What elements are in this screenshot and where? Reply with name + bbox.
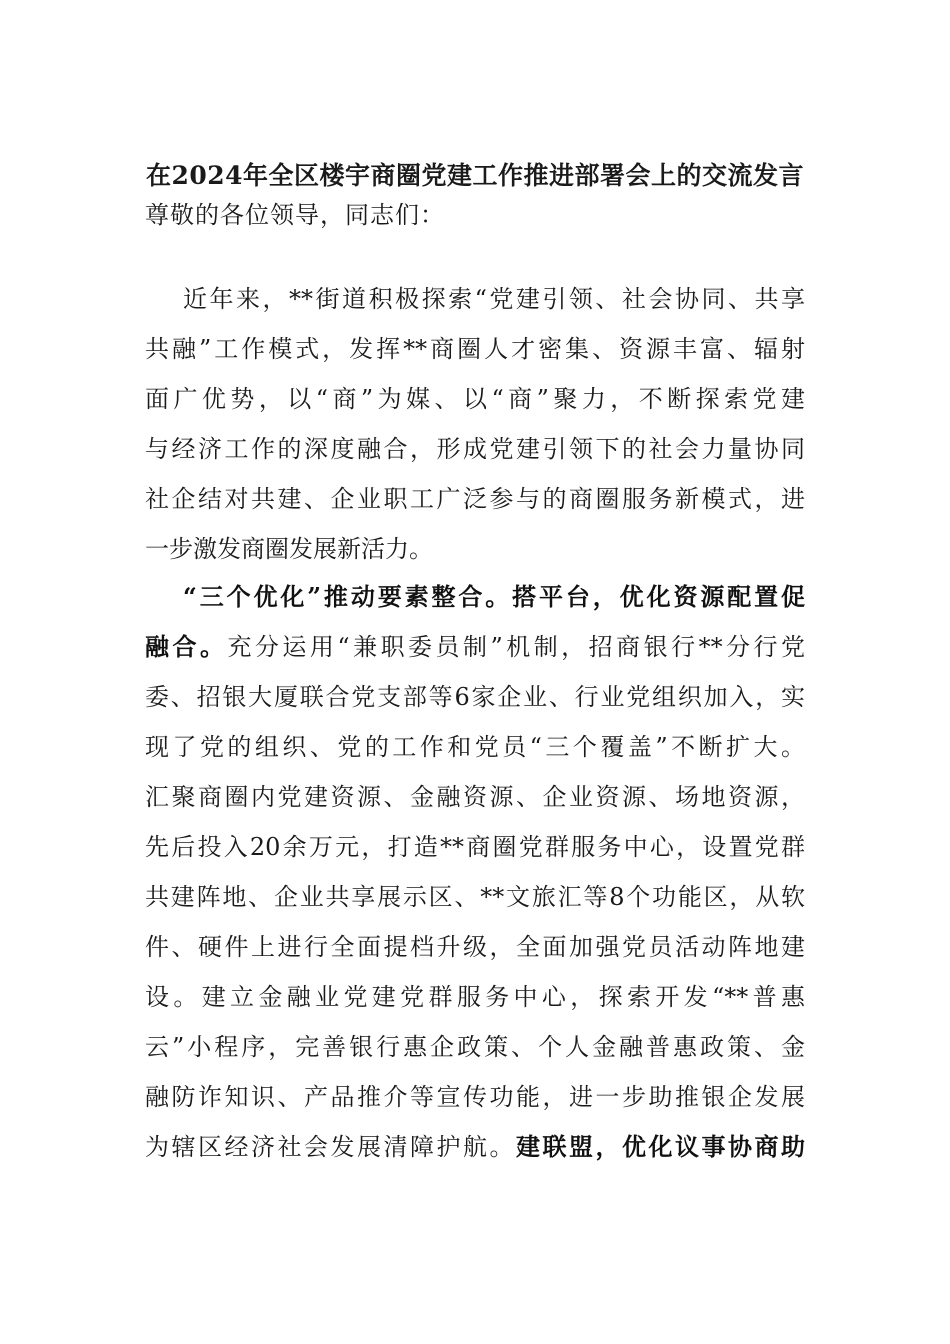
paragraph-line: 设。建立金融业党建党群服务中心，探索开发“**普惠 (145, 983, 805, 1011)
paragraph-line: 委、招银大厦联合党支部等6家企业、行业党组织加入，实 (145, 683, 805, 711)
bold-heading-fragment: 建联盟，优化议事协商助 (516, 1132, 805, 1161)
paragraph-line: 件、硬件上进行全面提档升级，全面加强党员活动阵地建 (145, 933, 805, 961)
bold-heading-line: “三个优化”推动要素整合。搭平台，优化资源配置促 (183, 582, 805, 611)
paragraph-line: 与经济工作的深度融合，形成党建引领下的社会力量协同 (145, 435, 805, 463)
salutation: 尊敬的各位领导，同志们： (145, 201, 445, 229)
document-title: 在2024年全区楼宇商圈党建工作推进部署会上的交流发言 (145, 161, 805, 190)
paragraph-intro (145, 274, 805, 574)
paragraph-line (145, 1122, 805, 1172)
paragraph-line: 一步激发商圈发展新活力。 (145, 535, 433, 563)
paragraph-line (145, 622, 805, 672)
paragraph-text-fragment: 充分运用“兼职委员制”机制，招商银行**分行党 (227, 633, 805, 661)
paragraph-line: 社企结对共建、企业职工广泛参与的商圈服务新模式，进 (145, 485, 805, 513)
paragraph-line: 近年来，**街道积极探索“党建引领、社会协同、共享 (183, 285, 805, 313)
bold-heading-fragment: 融合。 (145, 632, 228, 661)
paragraph-line: 云”小程序，完善银行惠企政策、个人金融普惠政策、金 (145, 1033, 805, 1061)
paragraph-line: 先后投入20余万元，打造**商圈党群服务中心，设置党群 (145, 833, 805, 861)
paragraph-line: 面广优势，以“商”为媒、以“商”聚力，不断探索党建 (145, 385, 805, 413)
paragraph-three-optimizations (145, 572, 805, 1172)
paragraph-text-fragment: 为辖区经济社会发展清障护航。 (145, 1133, 516, 1161)
paragraph-line: 共融”工作模式，发挥**商圈人才密集、资源丰富、辐射 (145, 335, 805, 363)
paragraph-line: 汇聚商圈内党建资源、金融资源、企业资源、场地资源， (145, 783, 805, 811)
paragraph-line: 现了党的组织、党的工作和党员“三个覆盖”不断扩大。 (145, 733, 805, 761)
paragraph-line: 共建阵地、企业共享展示区、**文旅汇等8个功能区，从软 (145, 883, 805, 911)
paragraph-line: 融防诈知识、产品推介等宣传功能，进一步助推银企发展 (145, 1083, 805, 1111)
